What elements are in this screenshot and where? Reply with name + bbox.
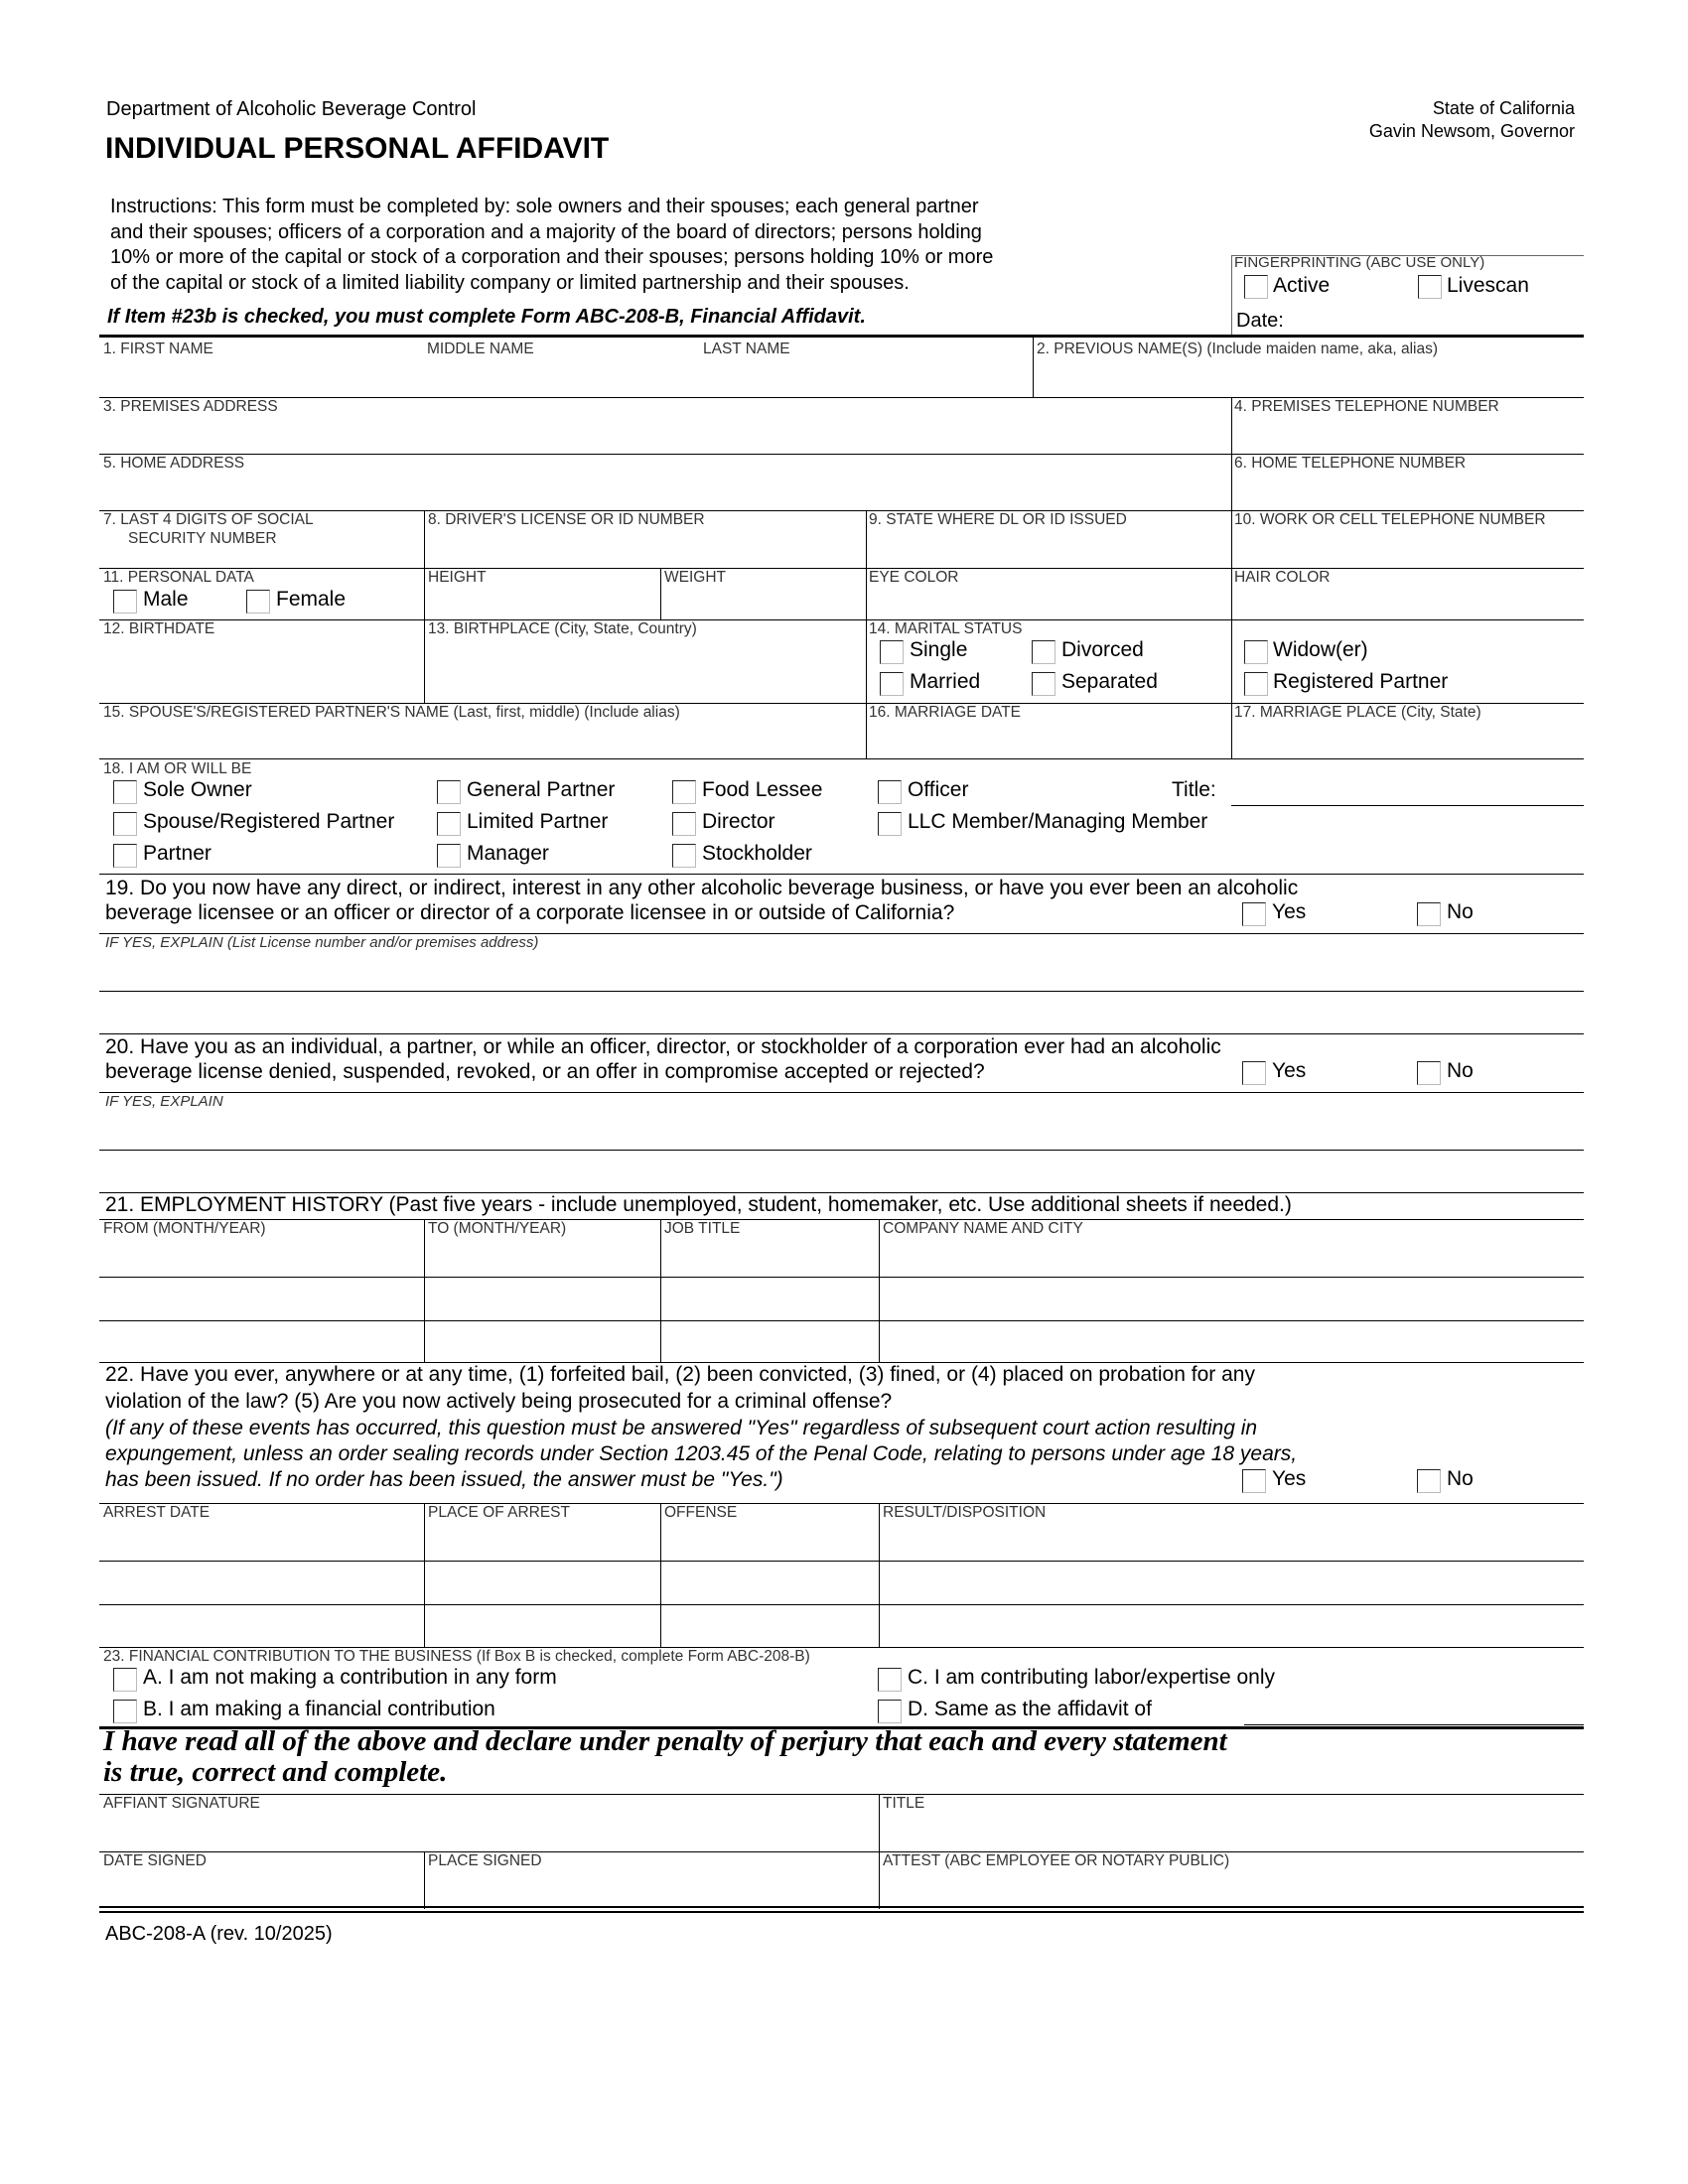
employment-row[interactable] [99,1279,1584,1318]
marriage-place-field[interactable] [1234,723,1582,756]
full-name-field[interactable] [99,359,1031,395]
q20-no-label: No [1447,1059,1474,1082]
q22-note-line2: expungement, unless an order sealing records under Section 1203.45 of the Penal Code, relating to persons under age 18 years, [105,1442,1298,1465]
officer-label: Officer [908,778,969,801]
instructions-line: 10% or more of the capital or stock of a corporation and their spouses; persons holding 10% or more [110,246,994,268]
form-number: ABC-208-A (rev. 10/2025) [105,1923,333,1945]
q19-no-label: No [1447,900,1474,923]
sole-owner-checkbox[interactable] [113,780,137,804]
q20-yes-checkbox[interactable] [1242,1061,1266,1085]
general-partner-label: General Partner [467,778,616,801]
q22-col-result: RESULT/DISPOSITION [883,1504,1047,1521]
q20-explain-label: IF YES, EXPLAIN [105,1093,223,1110]
drivers-license-label: 8. DRIVER'S LICENSE OR ID NUMBER [428,511,705,528]
fingerprint-date-label: Date: [1236,310,1284,332]
partner-label: Partner [143,842,211,865]
premises-address-field[interactable] [99,417,1229,452]
last-name-label: LAST NAME [703,341,790,357]
llc-member-label: LLC Member/Managing Member [908,810,1208,833]
ssn-label: 7. LAST 4 DIGITS OF SOCIAL [103,511,314,528]
birthplace-label: 13. BIRTHPLACE (City, State, Country) [428,620,697,637]
married-label: Married [910,670,981,693]
fingerprinting-label: FINGERPRINTING (ABC USE ONLY) [1234,254,1485,271]
height-label: HEIGHT [428,569,487,586]
premises-address-label: 3. PREMISES ADDRESS [103,398,278,415]
q22-col-place: PLACE OF ARREST [428,1504,570,1521]
q23-c-checkbox[interactable] [878,1668,902,1692]
fingerprint-livescan-label: Livescan [1447,274,1529,297]
q19-no-checkbox[interactable] [1417,902,1441,926]
ssn-label-line2: SECURITY NUMBER [128,530,277,547]
marital-status-label: 14. MARITAL STATUS [869,620,1023,637]
q19-line2: beverage licensee or an officer or director of a corporate licensee in or outside of California? [105,901,955,924]
arrest-row[interactable] [99,1523,1584,1560]
declaration-line: is true, correct and complete. [103,1756,448,1788]
fingerprint-active-checkbox[interactable] [1244,275,1268,299]
home-address-label: 5. HOME ADDRESS [103,455,245,472]
q19-yes-checkbox[interactable] [1242,902,1266,926]
registered-partner-label: Registered Partner [1273,670,1449,693]
weight-field[interactable] [664,588,863,617]
q23-d-affidavit-field[interactable] [1244,1700,1584,1723]
male-label: Male [143,588,189,611]
male-checkbox[interactable] [113,590,137,614]
q21-col-to: TO (MONTH/YEAR) [428,1220,567,1237]
q22-note-line3: has been issued. If no order has been issued, the answer must be "Yes.") [105,1468,783,1491]
premises-phone-label: 4. PREMISES TELEPHONE NUMBER [1234,398,1499,415]
officer-title-label: Title: [1172,778,1216,801]
q23-b-label: B. I am making a financial contribution [143,1698,495,1720]
first-name-label: 1. FIRST NAME [103,341,213,357]
marriage-date-label: 16. MARRIAGE DATE [869,704,1022,721]
place-signed-field[interactable] [428,1871,877,1905]
instructions-line: Instructions: This form must be completed by: sole owners and their spouses; each general partner [110,196,979,217]
q22-line2: violation of the law? (5) Are you now actively being prosecuted for a criminal offense? [105,1390,893,1413]
stockholder-checkbox[interactable] [672,844,696,868]
q23-b-checkbox[interactable] [113,1700,137,1723]
q22-line1: 22. Have you ever, anywhere or at any time, (1) forfeited bail, (2) been convicted, (3) fined, or (4) placed on probation for any [105,1363,1255,1386]
fingerprint-active-label: Active [1273,274,1331,297]
food-lessee-checkbox[interactable] [672,780,696,804]
department-name: Department of Alcoholic Beverage Control [106,98,477,120]
officer-checkbox[interactable] [878,780,902,804]
q22-col-offense: OFFENSE [664,1504,738,1521]
state-name: State of California [1432,98,1575,118]
q22-note-line1: (If any of these events has occurred, this question must be answered "Yes" regardless of subsequent court action resulting in [105,1417,1258,1439]
affiant-signature-label: AFFIANT SIGNATURE [103,1795,260,1812]
registered-partner-checkbox[interactable] [1244,672,1268,696]
q23-a-checkbox[interactable] [113,1668,137,1692]
arrest-row[interactable] [99,1563,1584,1602]
food-lessee-label: Food Lessee [702,778,823,801]
birthplace-field[interactable] [428,640,863,700]
q19-explain-label: IF YES, EXPLAIN (List License number and/or premises address) [105,934,539,951]
work-phone-field[interactable] [1234,531,1582,566]
q22-no-label: No [1447,1467,1474,1490]
q20-explain-field-2[interactable] [99,1151,1584,1190]
single-checkbox[interactable] [880,640,904,664]
general-partner-checkbox[interactable] [437,780,461,804]
female-label: Female [276,588,347,611]
q20-yes-label: Yes [1272,1059,1307,1082]
q22-yes-checkbox[interactable] [1242,1469,1266,1493]
declaration [103,1726,1227,1788]
attest-field[interactable] [883,1871,1583,1905]
llc-member-checkbox[interactable] [878,812,902,836]
eye-color-field[interactable] [869,588,1228,617]
employment-row[interactable] [99,1238,1584,1276]
q22-yes-label: Yes [1272,1467,1307,1490]
divorced-label: Divorced [1061,638,1144,661]
premises-phone-field[interactable] [1234,417,1582,452]
hair-color-field[interactable] [1234,588,1582,617]
form-title: INDIVIDUAL PERSONAL AFFIDAVIT [105,132,610,165]
sole-owner-label: Sole Owner [143,778,252,801]
separated-label: Separated [1061,670,1158,693]
work-phone-label: 10. WORK OR CELL TELEPHONE NUMBER [1234,511,1546,528]
arrest-row[interactable] [99,1606,1584,1645]
limited-partner-label: Limited Partner [467,810,609,833]
instructions [110,195,1222,296]
hair-color-label: HAIR COLOR [1234,569,1331,586]
governor-name: Gavin Newsom, Governor [1368,121,1575,141]
date-signed-field[interactable] [99,1871,422,1905]
attest-label: ATTEST (ABC EMPLOYEE OR NOTARY PUBLIC) [883,1852,1230,1869]
home-phone-label: 6. HOME TELEPHONE NUMBER [1234,455,1467,472]
birthdate-field[interactable] [103,640,421,700]
widower-label: Widow(er) [1273,638,1368,661]
q23-a-label: A. I am not making a contribution in any form [143,1666,557,1689]
financial-affidavit-warning: If Item #23b is checked, you must complete Form ABC-208-B, Financial Affidavit. [107,306,866,328]
q20-explain-field[interactable] [99,1112,1584,1149]
limited-partner-checkbox[interactable] [437,812,461,836]
q19-explain-field[interactable] [99,953,1584,990]
instructions-line: of the capital or stock of a limited liability company or limited partnership and their spouses. [110,271,910,294]
q21-col-company: COMPANY NAME AND CITY [883,1220,1083,1237]
birthdate-label: 12. BIRTHDATE [103,620,215,637]
dl-state-field[interactable] [869,531,1228,566]
q21-heading: 21. EMPLOYMENT HISTORY (Past five years - include unemployed, student, homemaker, etc. Use additional sheets if needed.) [105,1193,1292,1216]
spouse-partner-label: Spouse/Registered Partner [143,810,395,833]
q20-line2: beverage license denied, suspended, revoked, or an offer in compromise accepted or rejected? [105,1060,985,1083]
q20-line1: 20. Have you as an individual, a partner, or while an officer, director, or stockholder of a corporation ever had an alcoholic [105,1035,1221,1058]
spouse-partner-checkbox[interactable] [113,812,137,836]
personal-data-label: 11. PERSONAL DATA [103,569,254,586]
dl-state-label: 9. STATE WHERE DL OR ID ISSUED [869,511,1127,528]
director-label: Director [702,810,775,833]
fingerprint-livescan-checkbox[interactable] [1418,275,1442,299]
title-label: TITLE [883,1795,925,1812]
spouse-name-field[interactable] [103,723,863,756]
place-signed-label: PLACE SIGNED [428,1852,542,1869]
previous-names-label: 2. PREVIOUS NAME(S) (Include maiden name, aka, alias) [1037,341,1439,357]
stockholder-label: Stockholder [702,842,812,865]
instructions-line: and their spouses; officers of a corporation and a majority of the board of directors; persons holding [110,220,982,243]
weight-label: WEIGHT [664,569,726,586]
q23-d-label: D. Same as the affidavit of [908,1698,1152,1720]
role-label: 18. I AM OR WILL BE [103,760,252,777]
q21-col-from: FROM (MONTH/YEAR) [103,1220,266,1237]
separated-checkbox[interactable] [1032,672,1055,696]
director-checkbox[interactable] [672,812,696,836]
married-checkbox[interactable] [880,672,904,696]
eye-color-label: EYE COLOR [869,569,959,586]
marriage-date-field[interactable] [869,723,1228,756]
q19-yes-label: Yes [1272,900,1307,923]
home-address-field[interactable] [99,474,1229,508]
middle-name-label: MIDDLE NAME [427,341,534,357]
marriage-place-label: 17. MARRIAGE PLACE (City, State) [1234,704,1481,721]
q23-label: 23. FINANCIAL CONTRIBUTION TO THE BUSINESS (If Box B is checked, complete Form ABC-208-B) [103,1648,810,1665]
height-field[interactable] [428,588,658,617]
partner-checkbox[interactable] [113,844,137,868]
q22-no-checkbox[interactable] [1417,1469,1441,1493]
manager-label: Manager [467,842,549,865]
single-label: Single [910,638,968,661]
q23-c-label: C. I am contributing labor/expertise only [908,1666,1276,1689]
manager-checkbox[interactable] [437,844,461,868]
previous-names-field[interactable] [1037,359,1583,395]
q19-line1: 19. Do you now have any direct, or indirect, interest in any other alcoholic beverage business, or have you ever been an alcoholic [105,877,1299,899]
drivers-license-field[interactable] [428,531,863,566]
q21-col-job-title: JOB TITLE [664,1220,741,1237]
title-field[interactable] [883,1814,1583,1849]
q23-d-checkbox[interactable] [878,1700,902,1723]
female-checkbox[interactable] [246,590,270,614]
q20-no-checkbox[interactable] [1417,1061,1441,1085]
affiant-signature-field[interactable] [99,1814,877,1849]
officer-title-field[interactable] [1231,780,1584,804]
declaration-line: I have read all of the above and declare under penalty of perjury that each and every statement [103,1725,1227,1757]
home-phone-field[interactable] [1234,474,1582,508]
employment-row[interactable] [99,1322,1584,1360]
spouse-name-label: 15. SPOUSE'S/REGISTERED PARTNER'S NAME (Last, first, middle) (Include alias) [103,704,680,721]
q22-col-arrest-date: ARREST DATE [103,1504,211,1521]
q19-explain-field-2[interactable] [99,992,1584,1031]
divorced-checkbox[interactable] [1032,640,1055,664]
widower-checkbox[interactable] [1244,640,1268,664]
date-signed-label: DATE SIGNED [103,1852,207,1869]
